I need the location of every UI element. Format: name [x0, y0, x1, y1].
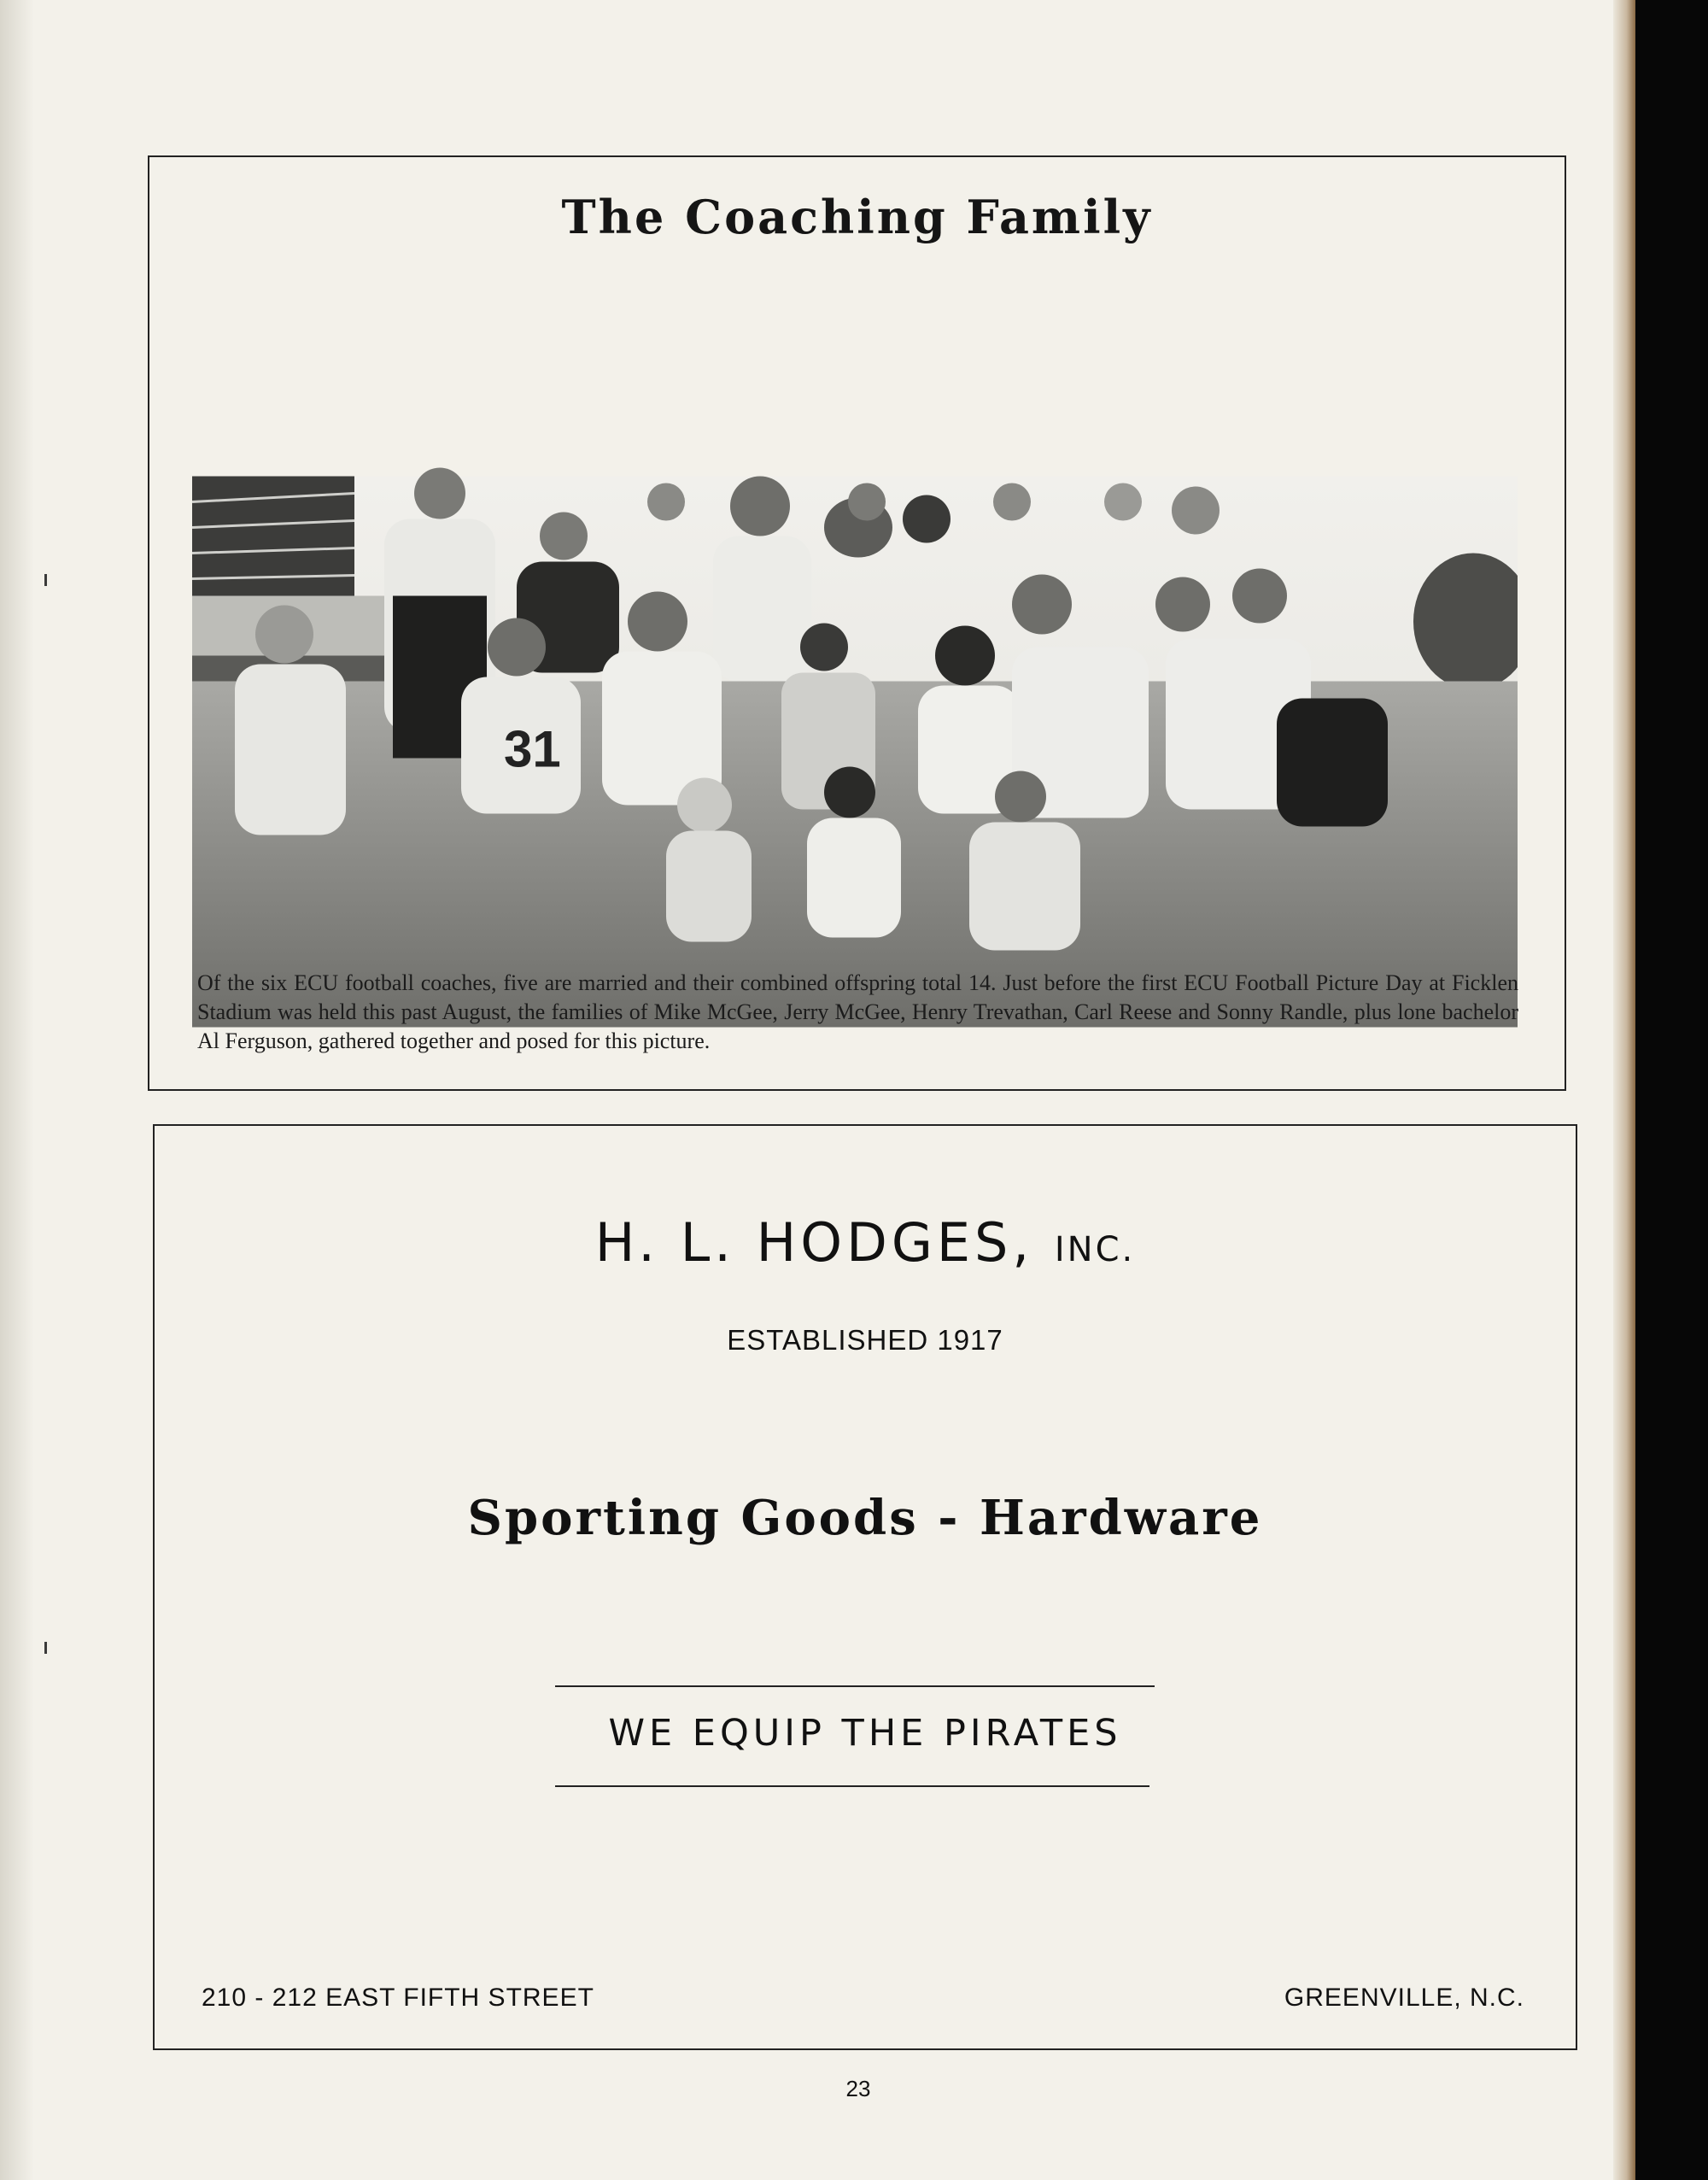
established-year: ESTABLISHED 1917 — [727, 1324, 1003, 1356]
city-state: GREENVILLE, N.C. — [1284, 1984, 1524, 2012]
page-left-shadow — [0, 0, 34, 2180]
feature-title: The Coaching Family — [561, 190, 1153, 244]
binding-mark — [44, 1642, 47, 1654]
slogan-top-rule — [555, 1685, 1155, 1687]
slogan-bottom-rule — [555, 1785, 1149, 1787]
page-right-edge — [1613, 0, 1635, 2180]
company-name-text: H. L. HODGES, — [594, 1211, 1034, 1274]
company-name — [155, 1211, 1576, 1274]
product-lines: Sporting Goods - Hardware — [467, 1490, 1263, 1546]
hodges-advertisement — [153, 1124, 1577, 2050]
street-address: 210 - 212 EAST FIFTH STREET — [202, 1984, 594, 2012]
feature-caption: Of the six ECU football coaches, five are married and their combined offspring total 14. Just before the first ECU Football Picture Day at Ficklen Stadium was held this past August, the families of Mike McGee, Jerry McGee, Henry Trevathan, Carl Reese and Sonny Randle, plus lone bachelor Al Ferguson, gathered together and posed for this picture. — [197, 970, 1518, 1053]
svg-text:31: 31 — [504, 720, 561, 778]
page-number: 23 — [845, 2076, 871, 2101]
slogan: WE EQUIP THE PIRATES — [608, 1712, 1122, 1755]
company-suffix: INC. — [1054, 1230, 1136, 1269]
binding-mark — [44, 574, 47, 586]
coaching-family-feature — [148, 155, 1566, 1091]
